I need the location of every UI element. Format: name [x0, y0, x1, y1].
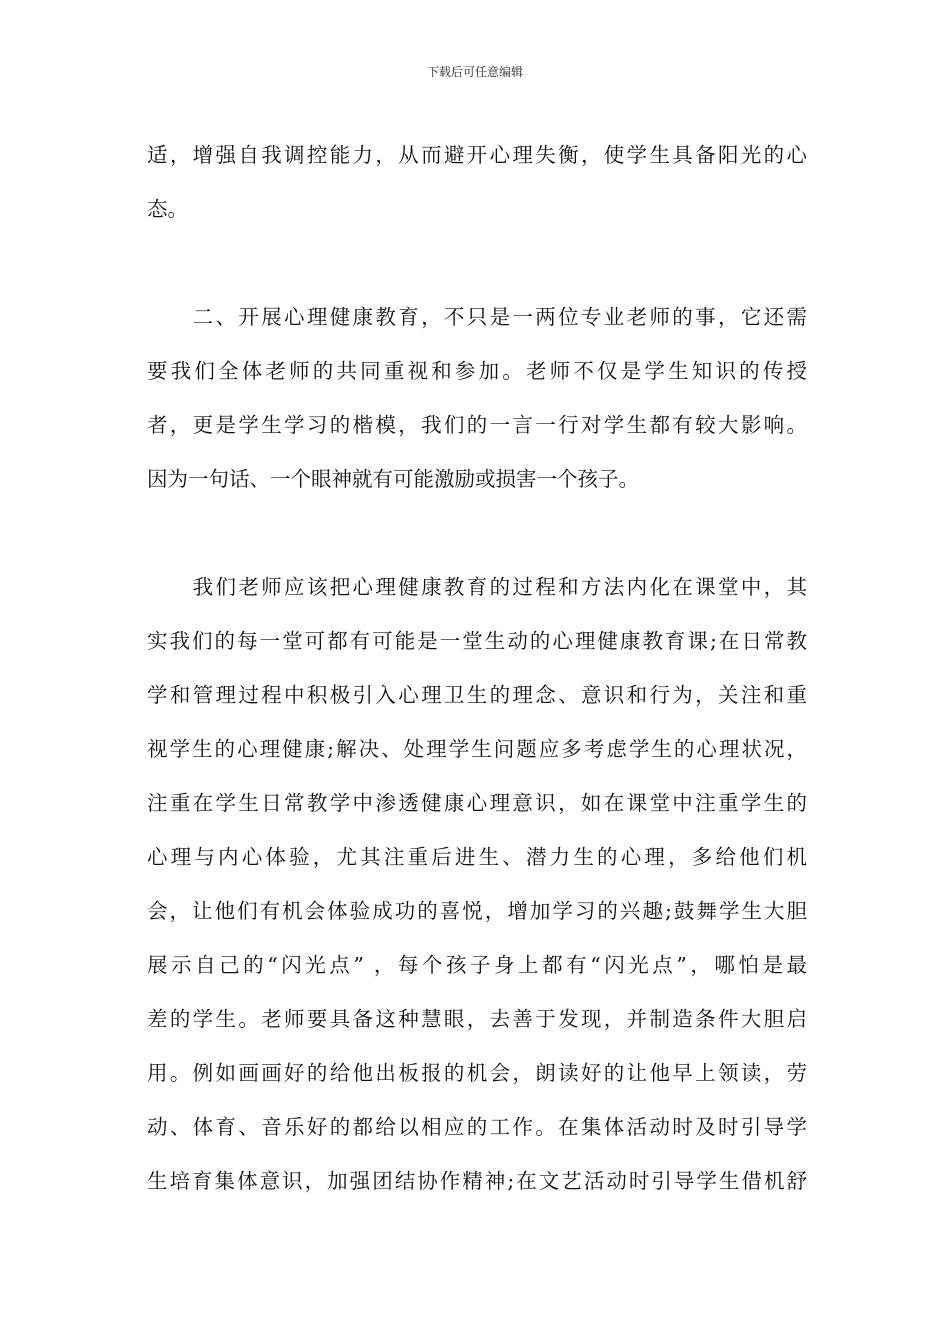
text-line: 差的学生。老师要具备这种慧眼，去善于发现，并制造条件大胆启 [147, 1007, 807, 1031]
text-line: 用。例如画画好的给他出板报的机会，朗读好的让他早上领读，劳 [147, 1061, 807, 1085]
text-line: 视学生的心理健康;解决、处理学生问题应多考虑学生的心理状况， [147, 737, 807, 761]
text-line: 生培育集体意识，加强团结协作精神;在文艺活动时引导学生借机舒 [147, 1169, 807, 1193]
text-line: 态。 [147, 197, 188, 221]
text-line: 心理与内心体验，尤其注重后进生、潜力生的心理，多给他们机 [147, 845, 807, 869]
text-line: 因为一句话、一个眼神就有可能激励或损害一个孩子。 [147, 467, 639, 491]
text-line: 动、体育、音乐好的都给以相应的工作。在集体活动时及时引导学 [147, 1115, 807, 1139]
document-body [147, 128, 807, 1208]
paragraph-1 [147, 128, 807, 236]
text-line: 注重在学生日常教学中渗透健康心理意识，如在课堂中注重学生的 [147, 791, 807, 815]
text-line: 学和管理过程中积极引入心理卫生的理念、意识和行为，关注和重 [147, 683, 807, 707]
text-line: 我们老师应该把心理健康教育的过程和方法内化在课堂中，其 [147, 575, 807, 599]
paragraph-3 [147, 560, 807, 1208]
text-line: 适，增强自我调控能力，从而避开心理失衡，使学生具备阳光的心 [147, 143, 807, 167]
text-line: 会，让他们有机会体验成功的喜悦，增加学习的兴趣;鼓舞学生大胆 [147, 899, 807, 923]
text-line: 要我们全体老师的共同重视和参加。老师不仅是学生知识的传授 [147, 359, 807, 383]
text-line: 实我们的每一堂可都有可能是一堂生动的心理健康教育课;在日常教 [147, 629, 807, 653]
text-line: 者，更是学生学习的楷模，我们的一言一行对学生都有较大影响。 [147, 413, 807, 437]
paragraph-2 [147, 290, 807, 506]
paragraph-gap [147, 506, 807, 560]
text-line: 二、开展心理健康教育，不只是一两位专业老师的事，它还需 [147, 305, 807, 329]
text-line: 展示自己的“闪光点” ，每个孩子身上都有“闪光点”，哪怕是最 [147, 953, 807, 977]
paragraph-gap [147, 236, 807, 290]
page-header: 下载后可任意编辑 [426, 65, 523, 79]
